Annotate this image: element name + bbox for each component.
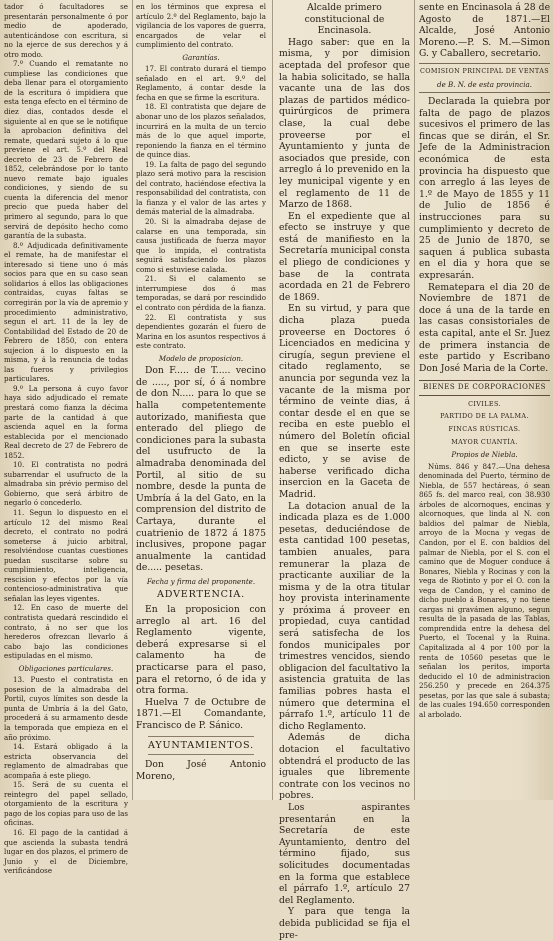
column-1 [4,2,128,876]
divider [148,736,254,737]
column-2 [136,2,266,796]
section-heading: BIENES DE CORPORACIONES [419,380,550,396]
paragraph: 18. El contratista que dejare de abonar uno de los plazos señalados, incurrirá en la multa de un tercio más de lo que aquel importe, reponiendo la fianza en el término de quince dias. [136,102,266,160]
column-rule [414,0,415,800]
paragraph: En su virtud, y para que dicha plaza pueda proveerse en Doctores ó Licenciados en medicina y cirugía, segun previene el citado reglamento, se anuncia por segunda vez la vacante de la misma por término de veinte dias, á contar desde el en que se reciba en este pueblo el número del Boletín oficial en que se inserte este edicto, y se avise de haberse verificado dicha insercion en la Gaceta de Madrid. [279,303,410,500]
signature-line: Huelva 7 de Octubre de 1871.—El Comandante, Francisco de P. Sánico. [136,696,266,731]
paragraph: En el expediente que al efecto se instruye y que está de manifiesto en la Secretaría municipal consta el pliego de condiciones y base de la contrata acordada en 21 de Febrero de 1869. [279,210,410,303]
paragraph: 7.º Cuando el rematante no cumpliese las condiciones que deba llenar para el otorgamiento de la escritura ó impidiera que esta tenga efecto en el término de diez dias, contados desde el siguiente al en que se le notifique la aprobacion definitiva del remate, quedará sujeto á lo que previene el art. 5.º del Real decreto de 23 de Febrero de 1852, celebrándose por lo tanto nuevo remate bajo iguales condiciones, y siendo de su cuenta la diferencia del menor precio que pueda haber del primero al segundo, para lo que servirá de depósito hecho como garantía de la subasta. [4,59,128,241]
paragraph: Don José Antonio Moreno, [136,759,266,782]
paragraph: 11. Segun lo dispuesto en el artículo 12 del mismo Real decreto, el contrato no podrá someterse á juicio arbitral, resolviéndose cuantas cuestiones puedan suscitarse sobre su cumplimiento, inteligencia, rescision y efectos por la vía contencioso-administrativa que señalan las leyes vigentes. [4,507,128,603]
paragraph: En la proposicion con arreglo al art. 16 del Reglamento vigente, deberá expresarse si el calamento ha de practicarse para el paso, para el retorno, ó de ida y otra forma. [136,604,266,697]
divider [148,754,254,755]
paragraph: 22. El contratista y sus dependientes gozarán el fuero de Marina en los asuntos respectivos á este contrato. [136,312,266,351]
section-heading: COMISION PRINCIPAL DE VENTAS [419,66,549,75]
paragraph: 12. En caso de muerte del contratista quedará rescindido el contrato, á no ser que los herederos ofrezcan llevarlo á cabo bajo las condiciones estipuladas en el mismo. [4,603,128,661]
paragraph: tador ó facultadores se presentarán personalmente ó por medio de apoderado, autenticándose con escritura, si no la ejerce de sus derechos y á otro modo. [4,2,128,59]
paragraph: 13. Puesto el contratista en posesion de la almadraba del Portil, cuyos límites son desde la punta de Umbría á la del Gato, procederá á su armamento desde la temporada que empieza en el año próximo. [4,675,128,742]
paragraph: Además de dicha dotacion el facultativo obtendrá el producto de las iguales que libremente contrate con los vecinos no pobres. [279,732,410,802]
paragraph: 16. El pago de la cantidad á que ascienda la subasta tendrá lugar en dos plazos, el primero de Junio y el de Diciembre, verificándose [4,828,128,876]
paragraph: 15. Será de su cuenta el reintegro del papel sellado, otorgamiento de la escritura y pago de los copias para uso de las oficinas. [4,780,128,828]
paragraph: Hago saber: que en la misma, y por dimision aceptada del profesor que la habia solicitado, se halla vacante una de las dos plazas de partidos médico-quirúrgicos de primera clase, la cual debe proveerse por el Ayuntamiento y junta de asociados que preside, con arreglo á lo prevenido en la ley municipal vigente y en el reglamento de 11 de Marzo de 1868. [279,36,410,211]
section-heading: PARTIDO DE LA PALMA. [440,412,529,421]
paragraph: La dotacion anual de la indicada plaza es de 1.000 pesetas, deduciéndose de esta cantidad 100 pesetas, tambien anuales, para remunerar la plaza de practicante auxiliar de la misma y de la otra titular hoy provista interinamente y próxima á proveer en propiedad, cuya cantidad será satisfecha de los fondos municipales por trimestres vencidos, siendo obligacion del facultativo la asistencia gratuita de las familias pobres hasta el número que determina el párrafo 1.º, artículo 11 de dicho Reglamento. [279,500,410,732]
section-heading: Garantías. [182,52,220,62]
paragraph: Y para que tenga la debida publicidad se fija el pre- [279,906,410,941]
ayuntamientos-heading: AYUNTAMIENTOS. [148,739,254,751]
column-3 [279,2,410,941]
section-heading: FINCAS RÚSTICAS. [448,424,521,433]
divider [419,63,550,64]
paragraph: Núms. 846 y 847.—Una dehesa denominada del Puerto, término de Niebla, de 557 hectáreas, ó sean 865 fs. del marco real, con 38.930 árboles de alcornoques, encinas y alcornoques, que linda al N. con baldios del palmar de Niebla, arroyo de la Mocna y vegas de Candon, por el E. con baldios del palmar de Niebla, por el S. con el camino que de Moguer conduce á Bonares, Niebla y Rocinas y con la vega de Riotinto y por el O. con la vega de Candon, y el camino de dicho pueblo á Bonares, y no tiene cargas ni gravámen alguno, segun resulta de la pasada de las Tablas, comprendida entre la dehesa del Puerto, el Tocenal y la Ruina. Capitalizada al 4 por 100 por la renta de 10560 pesetas que le señalan los peritos, importa deducido el 10 de administracion 256.250 y precede en 264.375 pesetas, por las que sale á subasta; de las cuales 194.650 corresponden al arbolado. [419,461,550,719]
section-subheading: Propios de Niebla. [451,450,518,460]
paragraph: Rematepara el dia 20 de Noviembre de 1871 de doce á una de la tarde en las casas consistoriales de esta capital, ante el Sr. Juez de primera instancia de este partido y Escribano Don José Maria de la Corte. [419,281,550,374]
column-4 [419,2,550,796]
section-heading: Fecha y firma del proponente. [146,576,256,586]
model-proposal-text: Don F..... de T..... vecino de ....., por sí, ó á nombre de don N..... para lo que se halla competentemente autorizado, manifiesta que enterado del pliego de condiciones para la subasta del usufructo de la almadraba denominada del Portil, al sitio de su nombre, desde la punta de Umbría á la del Gato, en la comprension del distrito de Cartaya, durante el cuatrienio de 1872 á 1875 inclusives, propone pagar anualmente la cantidad de..... pesetas. [136,365,266,574]
paragraph: 17. El contrato durará el tiempo señalado en el art. 9.º del Reglamento, á contar desde la fecha en que se firme la escritura. [136,64,266,102]
paragraph: 9.º La persona á cuyo favor haya sido adjudicado el remate prestará como fianza la décima parte de la cantidad á que ascienda aquel en la forma establecida por el mencionado Real decreto de 27 de Febrero de 1852. [4,383,128,460]
paragraph: Alcalde primero constitucional de Encinasola. [304,2,385,37]
section-heading: MAYOR CUANTÍA. [451,437,518,446]
paragraph: 19. La falta de pago del segundo plazo será motivo para la rescision del contrato, haciéndose efectiva la responsabilidad del contratista, con la fianza y el valor de las artes y demás material de la almadraba. [136,159,266,217]
paragraph: en los términos que expresa el artículo 2.º del Reglamento, bajo la vigilancia de los vapores de guerra, encargados de velar el cumplimiento del contrato. [136,2,266,50]
paragraph: Los aspirantes presentarán en la Secretaría de este Ayuntamiento, dentro del término fijado, sus solicitudes documentadas en la forma que establece el párrafo 1.º, artículo 27 del Reglamento. [279,801,410,906]
section-subheading: de B. N. de esta provincia. [437,79,532,89]
column-rule [132,0,133,800]
paragraph: Declarada la quiebra por falta de pago de plazos sucesivos el primero de las fincas que se dirán, el Sr. Jefe de la Administracion económica de esta provincia ha dispuesto que con arreglo á las leyes de 1.º de Mayo de 1855 y 11 de Julio de 1856 é instrucciones para su cumplimiento y decreto de 25 de Junio de 1870, se saquen á publica subasta en el dia y hora que se expresarán. [419,96,550,281]
paragraph: 21. Si el calamento se interrumpiese dos ó mas temporadas, se dará por rescindido el contrato con pérdida de la fianza. [136,274,266,312]
divider [419,92,550,93]
paragraph: 20. Si la almadraba dejase de calarse en una temporada, sin causa justificada de fuerza mayor que lo impida, el contratista seguirá satisfaciendo los plazos como si estuviese calada. [136,217,266,274]
paragraph: 14. Estará obligado á la estricta observancia del reglamento de almadrabas que acompaña á este pliego. [4,742,128,780]
advertencia-heading: ADVERTENCIA. [157,589,245,601]
section-heading: Modelo de proposicion. [158,353,244,363]
paragraph: sente en Encinasola á 28 de Agosto de 1871.—El Alcalde, José Antonio Moreno.—P. S. M.—Simon G. y Caballero, secretario. [419,2,550,60]
paragraph: 8.º Adjudicada definitivamente el remate, ha de manifestar el interesado si tiene uno ó más socios para que en su caso sean solidarios á ellos las obligaciones contraidas, cuyas faltas se corregirán por la vía de apremio y procedimiento administrativo, segun el art. 11 de la ley de Contabilidad del Estado de 20 de Febrero de 1850, con entera sujecion á lo dispuesto en la misma, y á la renuncia de todas las fueros y privilegios particulares. [4,240,128,384]
section-heading: CIVILES. [468,399,501,408]
section-heading: Obligaciones particulares. [18,663,114,673]
paragraph: 10. El contratista no podrá subarrendar el usufructo de la almadraba sin prévio permiso del Gobierno, que será árbitro de negarlo ó concederlo. [4,460,128,508]
column-rule [272,0,273,800]
